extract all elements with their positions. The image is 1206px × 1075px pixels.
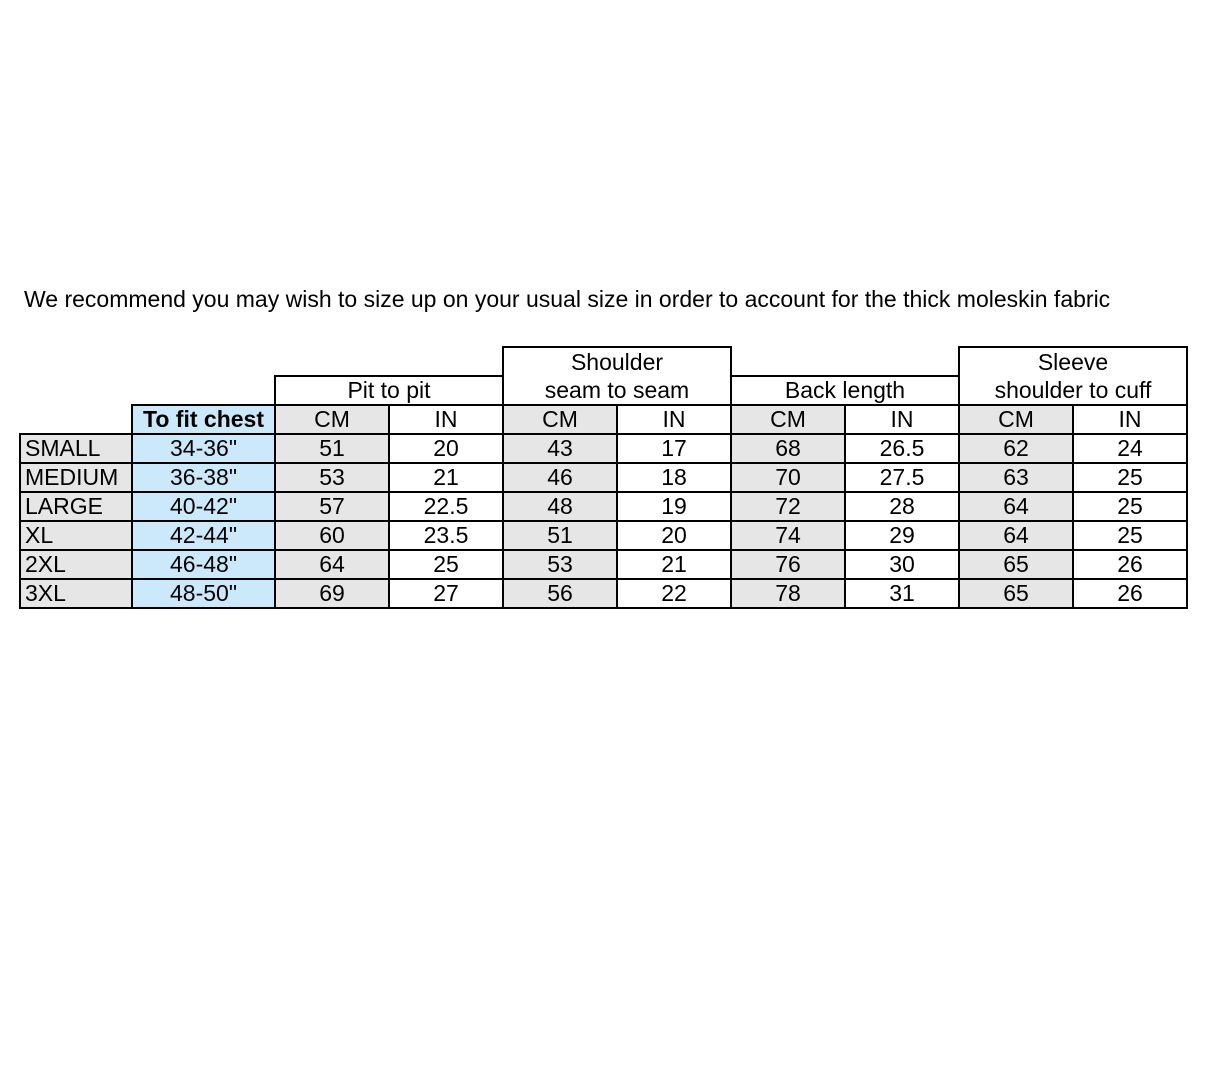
- back-in-cell: 31: [845, 579, 959, 608]
- header-row-1: [20, 347, 1187, 376]
- shoulder-in-cell: 22: [617, 579, 731, 608]
- sleeve-subheader: shoulder to cuff: [959, 376, 1187, 405]
- back-cm-cell: 70: [731, 463, 845, 492]
- shoulder-cm-header: CM: [503, 405, 617, 434]
- sleeve-cm-cell: 64: [959, 492, 1073, 521]
- pit-cm-cell: 51: [275, 434, 389, 463]
- chest-cell: 40-42": [132, 492, 275, 521]
- back-cm-cell: 72: [731, 492, 845, 521]
- size-chart-table: [19, 346, 1188, 609]
- shoulder-in-cell: 18: [617, 463, 731, 492]
- pit-cm-cell: 53: [275, 463, 389, 492]
- chest-cell: 34-36": [132, 434, 275, 463]
- table-row: [20, 521, 1187, 550]
- sleeve-in-cell: 25: [1073, 492, 1187, 521]
- pit-cm-header: CM: [275, 405, 389, 434]
- size-cell: MEDIUM: [20, 463, 132, 492]
- chest-cell: 48-50": [132, 579, 275, 608]
- sleeve-cm-cell: 62: [959, 434, 1073, 463]
- back-cm-cell: 78: [731, 579, 845, 608]
- header-row-2: [20, 376, 1187, 405]
- back-in-cell: 29: [845, 521, 959, 550]
- back-cm-cell: 68: [731, 434, 845, 463]
- size-cell: 2XL: [20, 550, 132, 579]
- back-in-cell: 27.5: [845, 463, 959, 492]
- pit-in-cell: 21: [389, 463, 503, 492]
- shoulder-subheader: seam to seam: [503, 376, 731, 405]
- shoulder-cm-cell: 53: [503, 550, 617, 579]
- sleeve-in-cell: 26: [1073, 550, 1187, 579]
- back-in-cell: 28: [845, 492, 959, 521]
- table-row: [20, 434, 1187, 463]
- sleeve-cm-header: CM: [959, 405, 1073, 434]
- sleeve-cm-cell: 64: [959, 521, 1073, 550]
- size-cell: 3XL: [20, 579, 132, 608]
- back-length-header: Back length: [731, 376, 959, 405]
- table-row: [20, 492, 1187, 521]
- back-in-header: IN: [845, 405, 959, 434]
- back-in-cell: 30: [845, 550, 959, 579]
- shoulder-cm-cell: 51: [503, 521, 617, 550]
- shoulder-cm-cell: 46: [503, 463, 617, 492]
- sleeve-in-cell: 25: [1073, 521, 1187, 550]
- chest-cell: 42-44": [132, 521, 275, 550]
- pit-in-cell: 22.5: [389, 492, 503, 521]
- pit-in-cell: 23.5: [389, 521, 503, 550]
- size-chart-body: [20, 347, 1187, 608]
- size-cell: LARGE: [20, 492, 132, 521]
- back-cm-cell: 74: [731, 521, 845, 550]
- pit-in-cell: 20: [389, 434, 503, 463]
- chest-header: To fit chest: [132, 405, 275, 434]
- chest-cell: 46-48": [132, 550, 275, 579]
- sleeve-in-cell: 24: [1073, 434, 1187, 463]
- pit-cm-cell: 57: [275, 492, 389, 521]
- fit-note: We recommend you may wish to size up on your usual size in order to account for the thick moleskin fabric: [24, 286, 1111, 312]
- shoulder-cm-cell: 56: [503, 579, 617, 608]
- pit-in-cell: 27: [389, 579, 503, 608]
- table-row: [20, 550, 1187, 579]
- back-in-cell: 26.5: [845, 434, 959, 463]
- shoulder-in-cell: 19: [617, 492, 731, 521]
- sleeve-cm-cell: 65: [959, 550, 1073, 579]
- size-cell: SMALL: [20, 434, 132, 463]
- shoulder-cm-cell: 43: [503, 434, 617, 463]
- sleeve-in-header: IN: [1073, 405, 1187, 434]
- shoulder-in-cell: 20: [617, 521, 731, 550]
- header-row-3: [20, 405, 1187, 434]
- shoulder-header: Shoulder: [503, 347, 731, 376]
- back-cm-cell: 76: [731, 550, 845, 579]
- pit-to-pit-header: Pit to pit: [275, 376, 503, 405]
- shoulder-in-header: IN: [617, 405, 731, 434]
- sleeve-cm-cell: 65: [959, 579, 1073, 608]
- size-cell: XL: [20, 521, 132, 550]
- shoulder-in-cell: 21: [617, 550, 731, 579]
- pit-cm-cell: 69: [275, 579, 389, 608]
- back-cm-header: CM: [731, 405, 845, 434]
- shoulder-in-cell: 17: [617, 434, 731, 463]
- pit-in-header: IN: [389, 405, 503, 434]
- pit-in-cell: 25: [389, 550, 503, 579]
- chest-cell: 36-38": [132, 463, 275, 492]
- sleeve-in-cell: 26: [1073, 579, 1187, 608]
- sleeve-in-cell: 25: [1073, 463, 1187, 492]
- sleeve-cm-cell: 63: [959, 463, 1073, 492]
- table-row: [20, 463, 1187, 492]
- sleeve-header: Sleeve: [959, 347, 1187, 376]
- shoulder-cm-cell: 48: [503, 492, 617, 521]
- pit-cm-cell: 64: [275, 550, 389, 579]
- pit-cm-cell: 60: [275, 521, 389, 550]
- table-row: [20, 579, 1187, 608]
